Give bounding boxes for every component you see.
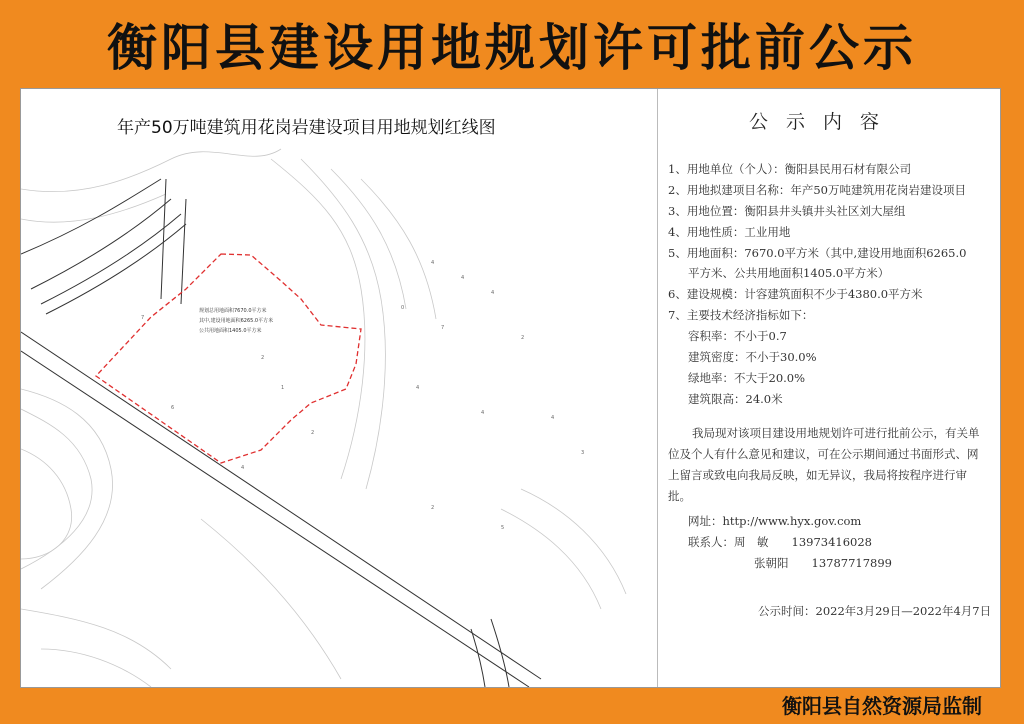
- svg-text:4: 4: [491, 290, 495, 296]
- site-label-line-2: 其中,建设用地面积6265.0平方米: [199, 318, 274, 324]
- item-scale: 6、建设规模：计容建筑面积不少于4380.0平方米: [668, 287, 923, 301]
- svg-text:2: 2: [521, 335, 525, 341]
- svg-text:7: 7: [441, 325, 445, 331]
- panel-title: 公示内容: [748, 111, 897, 133]
- contact-line-1: 联系人：周 敏 13973416028: [688, 535, 872, 549]
- item-indicators-heading: 7、主要技术经济指标如下：: [668, 308, 814, 322]
- notice-board: [20, 88, 1001, 688]
- svg-text:2: 2: [431, 505, 435, 511]
- road-bands: [21, 179, 541, 687]
- svg-text:5: 5: [501, 525, 505, 531]
- item-project-name: 2、用地拟建项目名称：年产50万吨建筑用花岗岩建设项目: [668, 183, 966, 197]
- banner: [0, 0, 1024, 88]
- svg-text:4: 4: [431, 260, 435, 266]
- indicator-far: 容积率：不小于0.7: [688, 329, 787, 343]
- svg-text:0: 0: [401, 305, 405, 311]
- svg-text:1: 1: [281, 385, 285, 391]
- svg-text:2: 2: [311, 430, 315, 436]
- item-land-use: 4、用地性质：工业用地: [668, 225, 791, 239]
- site-red-boundary: [96, 254, 361, 463]
- svg-text:4: 4: [416, 385, 420, 391]
- indicator-density: 建筑密度：不小于30.0%: [688, 350, 817, 364]
- banner-title: 衡阳县建设用地规划许可批前公示: [107, 19, 917, 77]
- item-applicant: 1、用地单位（个人）：衡阳县民用石材有限公司: [668, 162, 912, 176]
- footer-issuer: 衡阳县自然资源局监制: [782, 694, 982, 718]
- map-title: 年产50万吨建筑用花岗岩建设项目用地规划红线图: [117, 118, 496, 138]
- svg-text:4: 4: [241, 465, 245, 471]
- svg-text:4: 4: [551, 415, 555, 421]
- svg-text:7: 7: [141, 315, 145, 321]
- red-line-map: [21, 89, 657, 687]
- map-drawing: [21, 89, 657, 687]
- notice-period: 公示时间：2022年3月29日—2022年4月7日: [758, 604, 992, 618]
- indicator-green: 绿地率：不大于20.0%: [688, 371, 806, 385]
- svg-text:6: 6: [171, 405, 175, 411]
- item-area: 5、用地面积：7670.0平方米（其中,建设用地面积6265.0: [668, 246, 967, 260]
- svg-text:3: 3: [581, 450, 585, 456]
- indicator-height: 建筑限高：24.0米: [688, 392, 783, 406]
- site-label-line-1: 规划总用地面积7670.0平方米: [199, 308, 267, 314]
- svg-text:4: 4: [481, 410, 485, 416]
- notice-paragraph: 我局现对该项目建设用地规划许可进行批前公示，有关单位及个人有什么意见和建议，可在公示期间通过书面形式、网上留言或致电向我局反映，如无异议，我局将按程序进行审批。: [668, 426, 980, 503]
- contour-lines: [21, 149, 626, 687]
- site-label-line-3: 公共用地面积1405.0平方米: [199, 328, 262, 334]
- footer: [0, 688, 1024, 724]
- notice-content-panel: [658, 89, 1000, 687]
- website-line: 网址：http://www.hyx.gov.com: [688, 514, 862, 528]
- item-location: 3、用地位置：衡阳县井头镇井头社区刘大屋组: [668, 204, 906, 218]
- contact-line-2: 张朝阳 13787717899: [754, 556, 892, 570]
- svg-text:4: 4: [461, 275, 465, 281]
- item-area-cont: 平方米、公共用地面积1405.0平方米）: [688, 266, 890, 280]
- svg-text:2: 2: [261, 355, 265, 361]
